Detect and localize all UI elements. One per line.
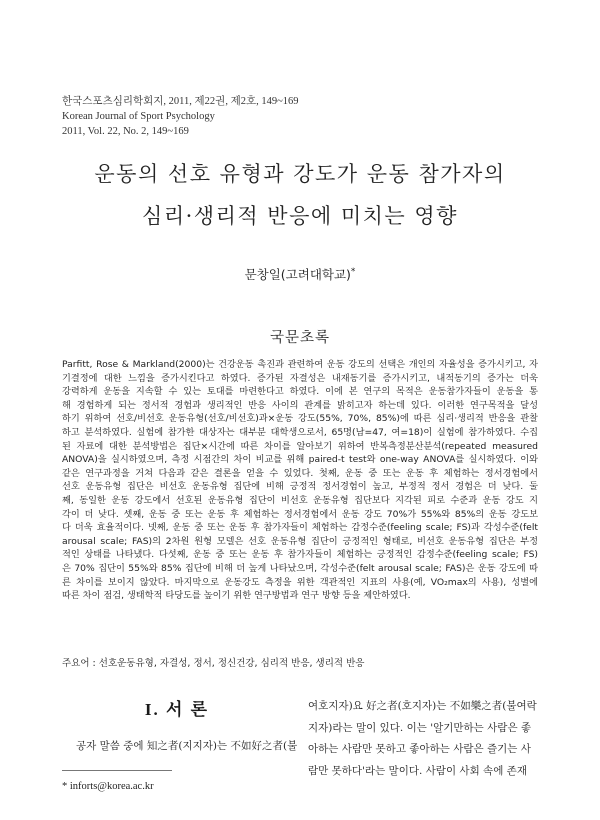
paper-title-line-1: 운동의 선호 유형과 강도가 운동 참가자의 <box>94 162 506 186</box>
keywords: 주요어 : 선호운동유형, 자결성, 정서, 정신건강, 심리적 반응, 생리적 반응 <box>62 658 365 669</box>
abstract-line: 적인 상태를 나타냈다. 다섯째, 운동 중 또는 운동 후 참가자들이 체험하는 긍정적인 감정수준(feeling scale; FS) <box>62 549 538 561</box>
abstract-line: 강력하게 운동을 지속할 수 있는 토대를 마련한다고 하였다. 이에 본 연구의 목적은 운동참가자들이 운동을 통 <box>62 386 538 398</box>
body-text-right <box>308 696 540 782</box>
journal-line-korean: 한국스포츠심리학회지, 2011, 제22권, 제2호, 149~169 <box>62 96 299 107</box>
abstract-line: 해 경험하게 되는 정서적 경험과 생리적인 반응 사이의 관계를 밝히고자 하는데 있다. 이러한 연구목적을 달성 <box>62 399 538 411</box>
section-heading: I. 서 론 <box>144 700 210 719</box>
abstract-body <box>62 358 538 603</box>
abstract-line: 른 차이를 보이지 않았다. 마지막으로 운동강도 측정을 위한 객관적인 지표의 사용(예, VO₂max의 사용), 성별에 <box>62 576 538 588</box>
abstract-line: Parfitt, Rose & Markland(2000)는 건강운동 촉진과 관련하여 운동 강도의 선택은 개인의 자율성을 증가시키고, 자 <box>62 359 538 370</box>
journal-citation <box>62 94 299 139</box>
abstract-heading: 국문초록 <box>269 330 331 346</box>
journal-line-volume: 2011, Vol. 22, No. 2, 149~169 <box>62 126 189 137</box>
footnote-rule <box>62 770 172 771</box>
body-text-right-line: 여호지자)요 好之者(호지자)는 不如樂之者(불여락 <box>308 700 537 712</box>
paper-title-line-2: 심리·생리적 반응에 미치는 영향 <box>142 204 458 228</box>
abstract-line: 된 자료에 대한 분석방법은 집단×시간에 따른 차이를 알아보기 위하여 반복측정분산분석(repeated measured <box>62 440 538 452</box>
author-name: 문창일(고려대학교) <box>244 267 351 282</box>
abstract-line: 각이 더 낮다. 셋째, 운동 중 또는 운동 후 체험하는 정서경험에서 운동 강도 70%가 55%와 85%의 운동 강도보 <box>62 508 538 520</box>
abstract-line: 같은 연구과정을 거쳐 다음과 같은 결론을 얻을 수 있었다. 첫째, 운동 중 또는 운동 후 체험하는 정서경험에서 <box>62 467 538 479</box>
journal-line-english: Korean Journal of Sport Psychology <box>62 111 215 122</box>
abstract-line: 하기 위하여 선호/비선호 운동유형(선호/비선호)과×운동 강도(55%, 70%, 85%)에 따른 심리·생리적 반응을 관찰 <box>62 413 538 425</box>
body-text-right-line: 람만 못하다'라는 말이다. 사람이 사회 속에 존재 <box>308 764 527 777</box>
abstract-line: arousal scale; FAS)의 2차원 원형 모델은 선호 운동유형 집단이 긍정적인 형태로, 비선호 운동유형 집단은 부정 <box>62 535 538 547</box>
abstract-line: 은 70% 집단이 55%와 85% 집단에 비해 더 높게 나타났으며, 각성수준(felt arousal scale; FAS)은 운동 강도에 따 <box>62 562 538 574</box>
abstract-line: 따른 차이 점검, 생태학적 타당도를 높이기 위한 연구방법과 연구 방향 등을 제안하였다. <box>62 590 411 602</box>
abstract-line: ANOVA)을 실시하였으며, 측정 시점간의 차이 비교를 위해 paired-t test와 one-way ANOVA를 실시하였다. 이와 <box>62 454 538 466</box>
body-text-right-line: 지자)라는 말이 있다. 이는 '알기만하는 사람은 좋 <box>308 721 532 734</box>
abstract-line: 기결정에 대한 느낌을 증가시킨다고 하였다. 증가된 자결성은 내재동기를 증가시키고, 내적동기의 증가는 더욱 <box>62 372 538 384</box>
abstract-line: 선호 운동유형 집단은 비선호 운동유형 집단에 비해 긍정적 정서경험이 높고, 부정적 정서 경험은 더 낮다. 둘 <box>62 481 538 493</box>
author <box>0 265 600 283</box>
body-text-right-line: 아하는 사람만 못하고 좋아하는 사람은 즐기는 사 <box>308 743 531 755</box>
body-text-left: 공자 말씀 중에 知之者(지지자)는 不如好之者(불 <box>76 740 298 752</box>
abstract-line: 째, 동일한 운동 강도에서 선호된 운동유형 집단이 비선호 운동유형 집단보다 지각된 피로 수준과 운동 강도 지 <box>62 494 538 506</box>
author-footnote-mark: * <box>350 266 356 277</box>
abstract-line: 하고 분석하였다. 실험에 참가한 대상자는 대부분 대학생으로서, 65명(남=47, 여=18)이 실험에 참가하였다. 수집 <box>62 426 538 438</box>
footnote-email: * inforts@korea.ac.kr <box>62 781 154 792</box>
abstract-line: 다 더욱 효율적이다. 넷째, 운동 중 또는 운동 후 참가자들이 체험하는 감정수준(feeling scale; FS)과 각성수준(felt <box>62 522 538 534</box>
